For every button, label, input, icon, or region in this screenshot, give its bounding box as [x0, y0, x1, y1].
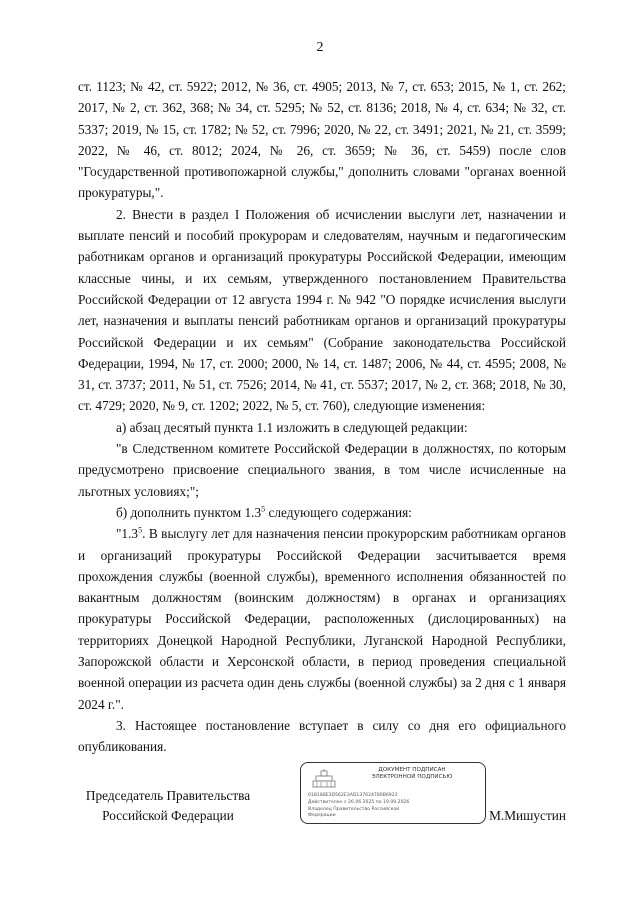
stamp-header-line-2: ЭЛЕКТРОННОЙ ПОДПИСЬЮ: [371, 774, 453, 780]
electronic-signature-stamp: [300, 762, 486, 824]
signer-title-line-2: Российской Федерации: [102, 808, 234, 823]
stamp-validity: Действителен с 26.06.2025 по 19.09.2026: [308, 800, 410, 805]
stamp-header-line-1: ДОКУМЕНТ ПОДПИСАН: [378, 767, 446, 773]
signature-block: [78, 767, 566, 856]
paragraph-subitem-a: а) абзац десятый пункта 1.1 изложить в следующей редакции:: [116, 419, 468, 435]
paragraph-quote-b: [78, 523, 566, 715]
paragraph-citations: ст. 1123; № 42, ст. 5922; 2012, № 36, ст. 4905; 2013, № 7, ст. 653; 2015, № 1, ст. 262; 2017, № 2, ст. 362, 368; № 34, ст. 5295; № 52, ст. 8136; 2018, № 4, ст. 634; № 32, ст. 5337; 2019, № 15, ст. 1782; № 52, ст. 7996; 2020, № 22, ст. 3491; 2021, № 21, ст. 3599; 2022, № 46, ст. 8012; 2024, № 26, ст. 3659; № 36, ст. 5459) после слов "Государственной противопожарной службы," дополнить словами "органах военной прокуратуры,".: [78, 79, 566, 201]
superscript: 5: [261, 504, 266, 514]
paragraph-item-3: 3. Настоящее постановление вступает в силу со дня его официального опубликования.: [78, 717, 566, 755]
government-building-icon: [309, 769, 339, 789]
superscript: 5: [138, 525, 143, 535]
stamp-certificate-id: 01B188E3D562E3AD137624780B6923: [308, 793, 398, 798]
signer-title-line-1: Председатель Правительства: [85, 788, 251, 803]
quote-b-text: . В выслугу лет для назначения пенсии прокурорским работникам органов и организаций прокуратуры Российской Федерации засчитывается время прохождения службы (военной службы), временного исполнения обязанностей по вакантным должностям (воинским должностям) в органах и организациях прокуратуры Российской Федерации, расположенных (дислоцированных) на территориях Донецкой Народной Республики, Луганской Народной Республики, Запорожской области и Херсонской области, в период проведения специальной военной операции из расчета один день службы (военной службы) за 2 дня с 1 января 2024 г.".: [78, 526, 566, 712]
subitem-b-text-end: следующего содержания:: [265, 504, 412, 520]
page-number: 2: [316, 40, 324, 55]
stamp-owner: Владелец Правительство Российской: [308, 807, 400, 812]
subitem-b-text: б) дополнить пунктом 1.3: [116, 504, 262, 520]
signer-title: [78, 786, 258, 826]
stamp-header: [345, 767, 479, 781]
signer-name: М.Мишустин: [489, 808, 566, 823]
quote-b-start: "1.3: [116, 526, 139, 542]
paragraph-subitem-b: [78, 502, 566, 523]
paragraph-quote-a: "в Следственном комитете Российской Федерации в должностях, по которым предусмотрено присвоение специального звания, в том числе исчисленные на льготных условиях;";: [78, 441, 566, 499]
stamp-owner-cont: Федерации: [308, 813, 336, 818]
document-body: [78, 76, 566, 758]
paragraph-item-2: 2. Внести в раздел I Положения об исчислении выслуги лет, назначении и выплате пенсий и пособий прокурорам и следователям, научным и педагогическим работникам органов и организаций прокуратуры Российской Федерации, имеющим классные чины, и их семьям, утвержденного постановлением Правительства Российской Федерации от 12 августа 1994 г. № 942 "О порядке исчисления выслуги лет, назначения и выплаты пенсий работникам органов и организаций прокуратуры Российской Федерации и их семьям" (Собрание законодательства Российской Федерации, 1994, № 17, ст. 2000; 2000, № 14, ст. 1487; 2006, № 44, ст. 4595; 2008, № 31, ст. 3737; 2011, № 51, ст. 7526; 2014, № 41, ст. 5537; 2017, № 2, ст. 368; 2018, № 30, ст. 4729; 2020, № 9, ст. 1202; 2022, № 5, ст. 760), следующие изменения:: [78, 206, 566, 414]
